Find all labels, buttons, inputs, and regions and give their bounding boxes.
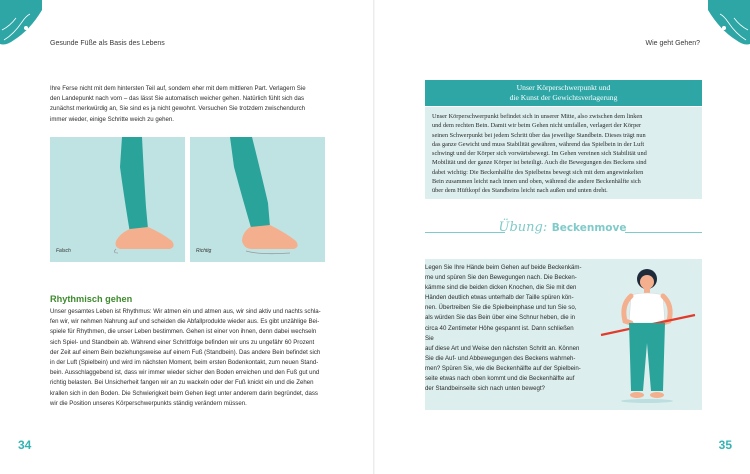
section-paragraph xyxy=(50,307,342,409)
text-line: fen wir, wir nehmen Nahrung auf und scheiden die Abfallprodukte wieder aus. Es gibt unzählige Bei- xyxy=(50,318,320,326)
text-line: kämme sind die beiden dicken Knochen, die Sie mit den xyxy=(425,284,577,292)
figure-wrong-gait xyxy=(50,137,185,262)
woman-pelvis-illustration xyxy=(595,265,700,409)
text-line: bein. Ausschlaggebend ist, dass wir immer wieder sicher den Boden erreichen und den Fuß gut und xyxy=(50,369,320,377)
exercise-heading xyxy=(375,218,750,236)
page-number-right: 35 xyxy=(718,438,732,452)
text-line: nen. Übertreiben Sie die Spielbeinphase und tun Sie so, xyxy=(425,304,577,312)
box-title-line: Unser Körperschwerpunkt und xyxy=(516,83,611,92)
text-line: über dem Hüftkopf des Standbeins leicht nach außen und unten dreht. xyxy=(432,187,608,195)
text-line: Mobilität und der ganze Körper ist beteiligt. Auch die Bewegungen des Beckens sind xyxy=(432,159,647,167)
text-line: Unser gesamtes Leben ist Rhythmus: Wir atmen ein und atmen aus, wir sind aktiv und nachts schla- xyxy=(50,308,321,315)
text-line: der Standbeinseite sich nach unten bewegt? xyxy=(425,385,545,393)
right-page xyxy=(375,0,750,474)
text-line: circa 40 Zentimeter Höhe gespannt ist. Dann schließen Sie xyxy=(425,324,574,342)
exercise-title: Beckenmove xyxy=(551,222,627,234)
text-line: richtig belasten. Bei Unsicherheit fangen wir an zu wackeln oder der Fuß knickt ein und die Zehen xyxy=(50,379,314,387)
page-number-left: 34 xyxy=(18,438,32,452)
text-line: schwingt und der Körper sich vorwärtsbewegt. Im Gehen vereinen sich Stabilität und xyxy=(432,150,647,158)
running-head-right: Wie geht Gehen? xyxy=(645,40,700,47)
text-line: Händen deutlich etwas unterhalb der Taille spüren kön- xyxy=(425,294,574,302)
text-line: Ihre Ferse nicht mit dem hintersten Teil auf, sondern eher mit dem mittleren Part. Verlagern Sie xyxy=(50,85,306,92)
text-line: krallen sich in den Boden. Die Schwierigkeit beim Gehen liegt unter anderem darin begründet, dass xyxy=(50,389,318,397)
text-line: dabei wichtig: Die Beckenhälfte des Spielbeins bewegt sich mit dem angewinkelten xyxy=(432,168,644,176)
exercise-text xyxy=(425,263,583,394)
text-line: Legen Sie Ihre Hände beim Gehen auf beide Beckenkäm- xyxy=(425,264,582,271)
text-line: Unser Körperschwerpunkt befindet sich in unserer Mitte, also zwischen dem linken xyxy=(432,113,643,120)
running-head-left: Gesunde Füße als Basis des Lebens xyxy=(50,40,165,47)
exercise-label: Übung: xyxy=(498,220,548,235)
text-line: sich Spiel- und Standbein ab. Während einer Schrittfolge befinden wir uns zu ungefähr 60 Prozent xyxy=(50,338,315,346)
section-heading: Rhythmisch gehen xyxy=(50,294,133,304)
text-line: wir die Position unseres Körperschwerpunkts ständig verändern müssen. xyxy=(50,399,247,407)
figure-right-gait xyxy=(190,137,325,262)
corner-foot-icon xyxy=(0,0,42,58)
text-line: me und spüren Sie den Bewegungen nach. Die Becken- xyxy=(425,274,577,282)
text-line: seinen Schwerpunkt bei jedem Schritt über das jeweilige Standbein. Dieses trägt nun xyxy=(432,131,646,139)
info-box-title xyxy=(425,80,702,106)
text-line: zunächst merkwürdig an, Sie sind es ja nicht gewohnt. Versuchen Sie trotzdem zwischendurch xyxy=(50,105,306,113)
text-line: men? Spüren Sie, wie die Beckenhälfte auf der Spielbein- xyxy=(425,364,581,372)
figure-caption: Falsch xyxy=(56,248,71,254)
text-line: den Landepunkt nach vorn – das lässt Sie automatisch weicher gehen. Natürlich fühlt sich das xyxy=(50,95,305,103)
text-line: immer wieder, einige Schritte weich zu gehen. xyxy=(50,115,174,123)
text-line: der Zeit auf einem Bein beziehungsweise auf einem Fuß (Standbein). Das andere Bein befindet sich xyxy=(50,348,321,356)
text-line: Sie die Auf- und Abbewegungen des Beckens wahrneh- xyxy=(425,354,576,362)
text-line: Bein zusammen leicht nach innen und oben, während die andere Beckenhälfte sich xyxy=(432,178,641,186)
corner-foot-icon xyxy=(708,0,750,58)
text-line: und dem rechten Bein. Damit wir beim Gehen nicht umfallen, verlagert der Körper xyxy=(432,122,642,130)
text-line: in der Luft (Spielbein) und wird im nächsten Moment, beim ersten Bodenkontakt, zum neuen Stand- xyxy=(50,359,319,367)
info-box-body xyxy=(425,107,702,199)
foot-illustration xyxy=(50,137,185,262)
text-line: seite etwas nach oben kommt und die Beckenhälfte auf xyxy=(425,375,575,383)
text-line: das ganze Gewicht und muss Stabilität gewähren, während das Spielbein in der Luft xyxy=(432,140,645,148)
text-line: als würden Sie das Bein über eine Schnur heben, die in xyxy=(425,314,576,322)
intro-paragraph xyxy=(50,84,340,125)
text-line: auf diese Art und Weise den nächsten Schritt an. Können xyxy=(425,344,580,352)
box-title-line: die Kunst der Gewichtsverlagerung xyxy=(509,92,618,102)
figure-caption: Richtig xyxy=(196,248,212,254)
text-line: spiele für Rhythmen, die unser Leben bestimmen. Gehen ist einer von ihnen, denn dabei wechseln xyxy=(50,328,317,336)
foot-illustration xyxy=(190,137,325,262)
